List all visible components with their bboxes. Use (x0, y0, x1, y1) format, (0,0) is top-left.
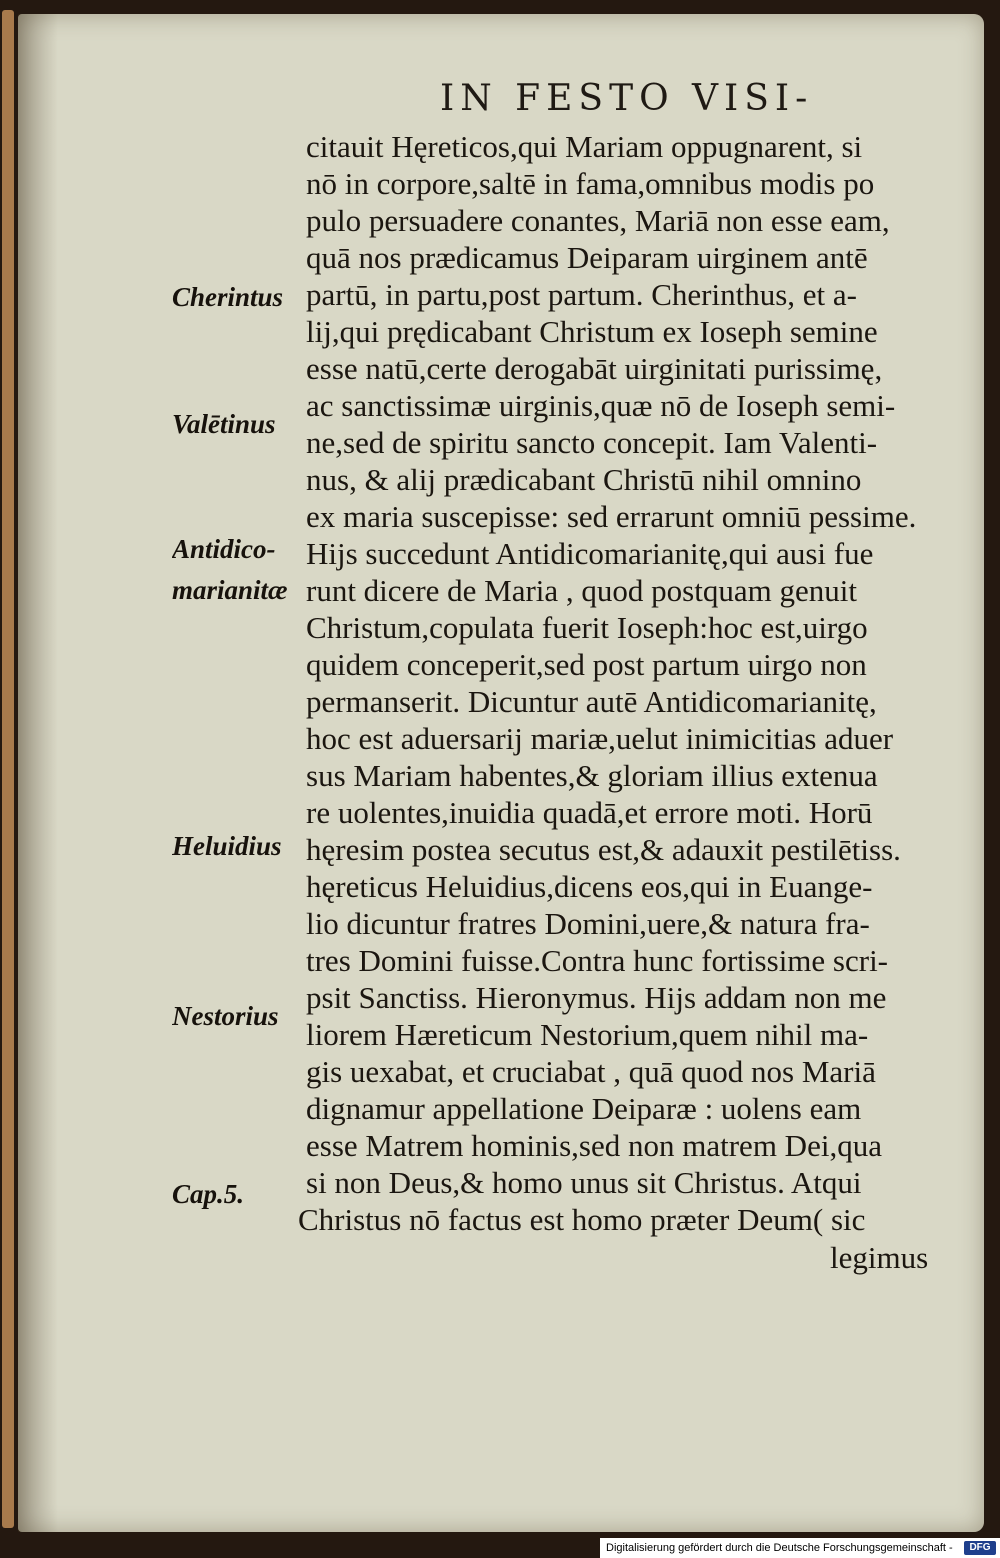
margin-note: Cherintus (172, 282, 284, 312)
text-line: partū, in partu,post partum. Cherinthus, et a- (306, 277, 857, 312)
text-line: nus, & alij prædicabant Christū nihil omnino (306, 462, 862, 497)
text-line: Hijs succedunt Antidicomarianitę,qui ausi fue (306, 536, 874, 571)
text-line: ne,sed de spiritu sancto concepit. Iam Valenti- (306, 425, 878, 460)
text-line: esse Matrem hominis,sed non matrem Dei,qua (306, 1128, 882, 1163)
text-line: Christum,copulata fuerit Ioseph:hoc est,uirgo (306, 610, 868, 645)
text-line: nō in corpore,saltē in fama,omnibus modis po (306, 166, 875, 201)
text-line: sus Mariam habentes,& gloriam illius extenua (306, 758, 878, 793)
text-line: tres Domini fuisse.Contra hunc fortissime scri- (306, 943, 889, 978)
text-line: hęresim postea secutus est,& adauxit pestilētiss. (306, 832, 901, 867)
margin-note: Antidico- (172, 534, 276, 564)
margin-note: Cap.5. (172, 1179, 245, 1209)
text-line: lio dicuntur fratres Domini,uere,& natura fra- (306, 906, 870, 941)
dfg-logo-icon: DFG (964, 1541, 996, 1555)
text-line: permanserit. Dicuntur autē Antidicomarianitę, (306, 684, 877, 719)
book-page-edge (2, 10, 14, 1528)
gutter-shadow (18, 14, 58, 1532)
margin-note: Nestorius (172, 1001, 279, 1031)
text-line: dignamur appellatione Deiparæ : uolens eam (306, 1091, 862, 1126)
text-line: quidem conceperit,sed post partum uirgo non (306, 647, 867, 682)
text-line: si non Deus,& homo unus sit Christus. Atqui (306, 1165, 862, 1200)
text-line: psit Sanctiss. Hieronymus. Hijs addam non me (306, 980, 887, 1015)
funding-notice: Digitalisierung gefördert durch die Deutsche Forschungsgemeinschaft - (606, 1542, 953, 1554)
text-line: gis uexabat, et cruciabat , quā quod nos Mariā (306, 1054, 876, 1089)
text-line: Christus nō factus est homo præter Deum( sic (298, 1202, 866, 1237)
text-line: lij,qui prędicabant Christum ex Ioseph semine (306, 314, 878, 349)
text-line: ac sanctissimæ uirginis,quæ nō de Ioseph semi- (306, 388, 896, 423)
text-line: citauit Hęreticos,qui Mariam oppugnarent, si (306, 129, 863, 164)
running-head: IN FESTO VISI- (440, 78, 814, 119)
text-line: ex maria suscepisse: sed errarunt omniū pessime. (306, 499, 917, 534)
margin-note: Heluidius (172, 831, 282, 861)
text-line: runt dicere de Maria , quod postquam genuit (306, 573, 857, 608)
text-line: quā nos prædicamus Deiparam uirginem antē (306, 240, 868, 275)
catchword: legimus (830, 1240, 929, 1275)
margin-note: marianitæ (172, 575, 288, 605)
text-line: hęreticus Heluidius,dicens eos,qui in Euange- (306, 869, 873, 904)
text-line: pulo persuadere conantes, Mariā non esse eam, (306, 203, 890, 238)
text-line: re uolentes,inuidia quadā,et errore moti. Horū (306, 795, 873, 830)
margin-note: Valētinus (172, 409, 276, 439)
text-line: hoc est aduersarij mariæ,uelut inimicitias aduer (306, 721, 894, 756)
text-line: liorem Hæreticum Nestorium,quem nihil ma- (306, 1017, 869, 1052)
text-line: esse natū,certe derogabāt uirginitati purissimę, (306, 351, 883, 386)
